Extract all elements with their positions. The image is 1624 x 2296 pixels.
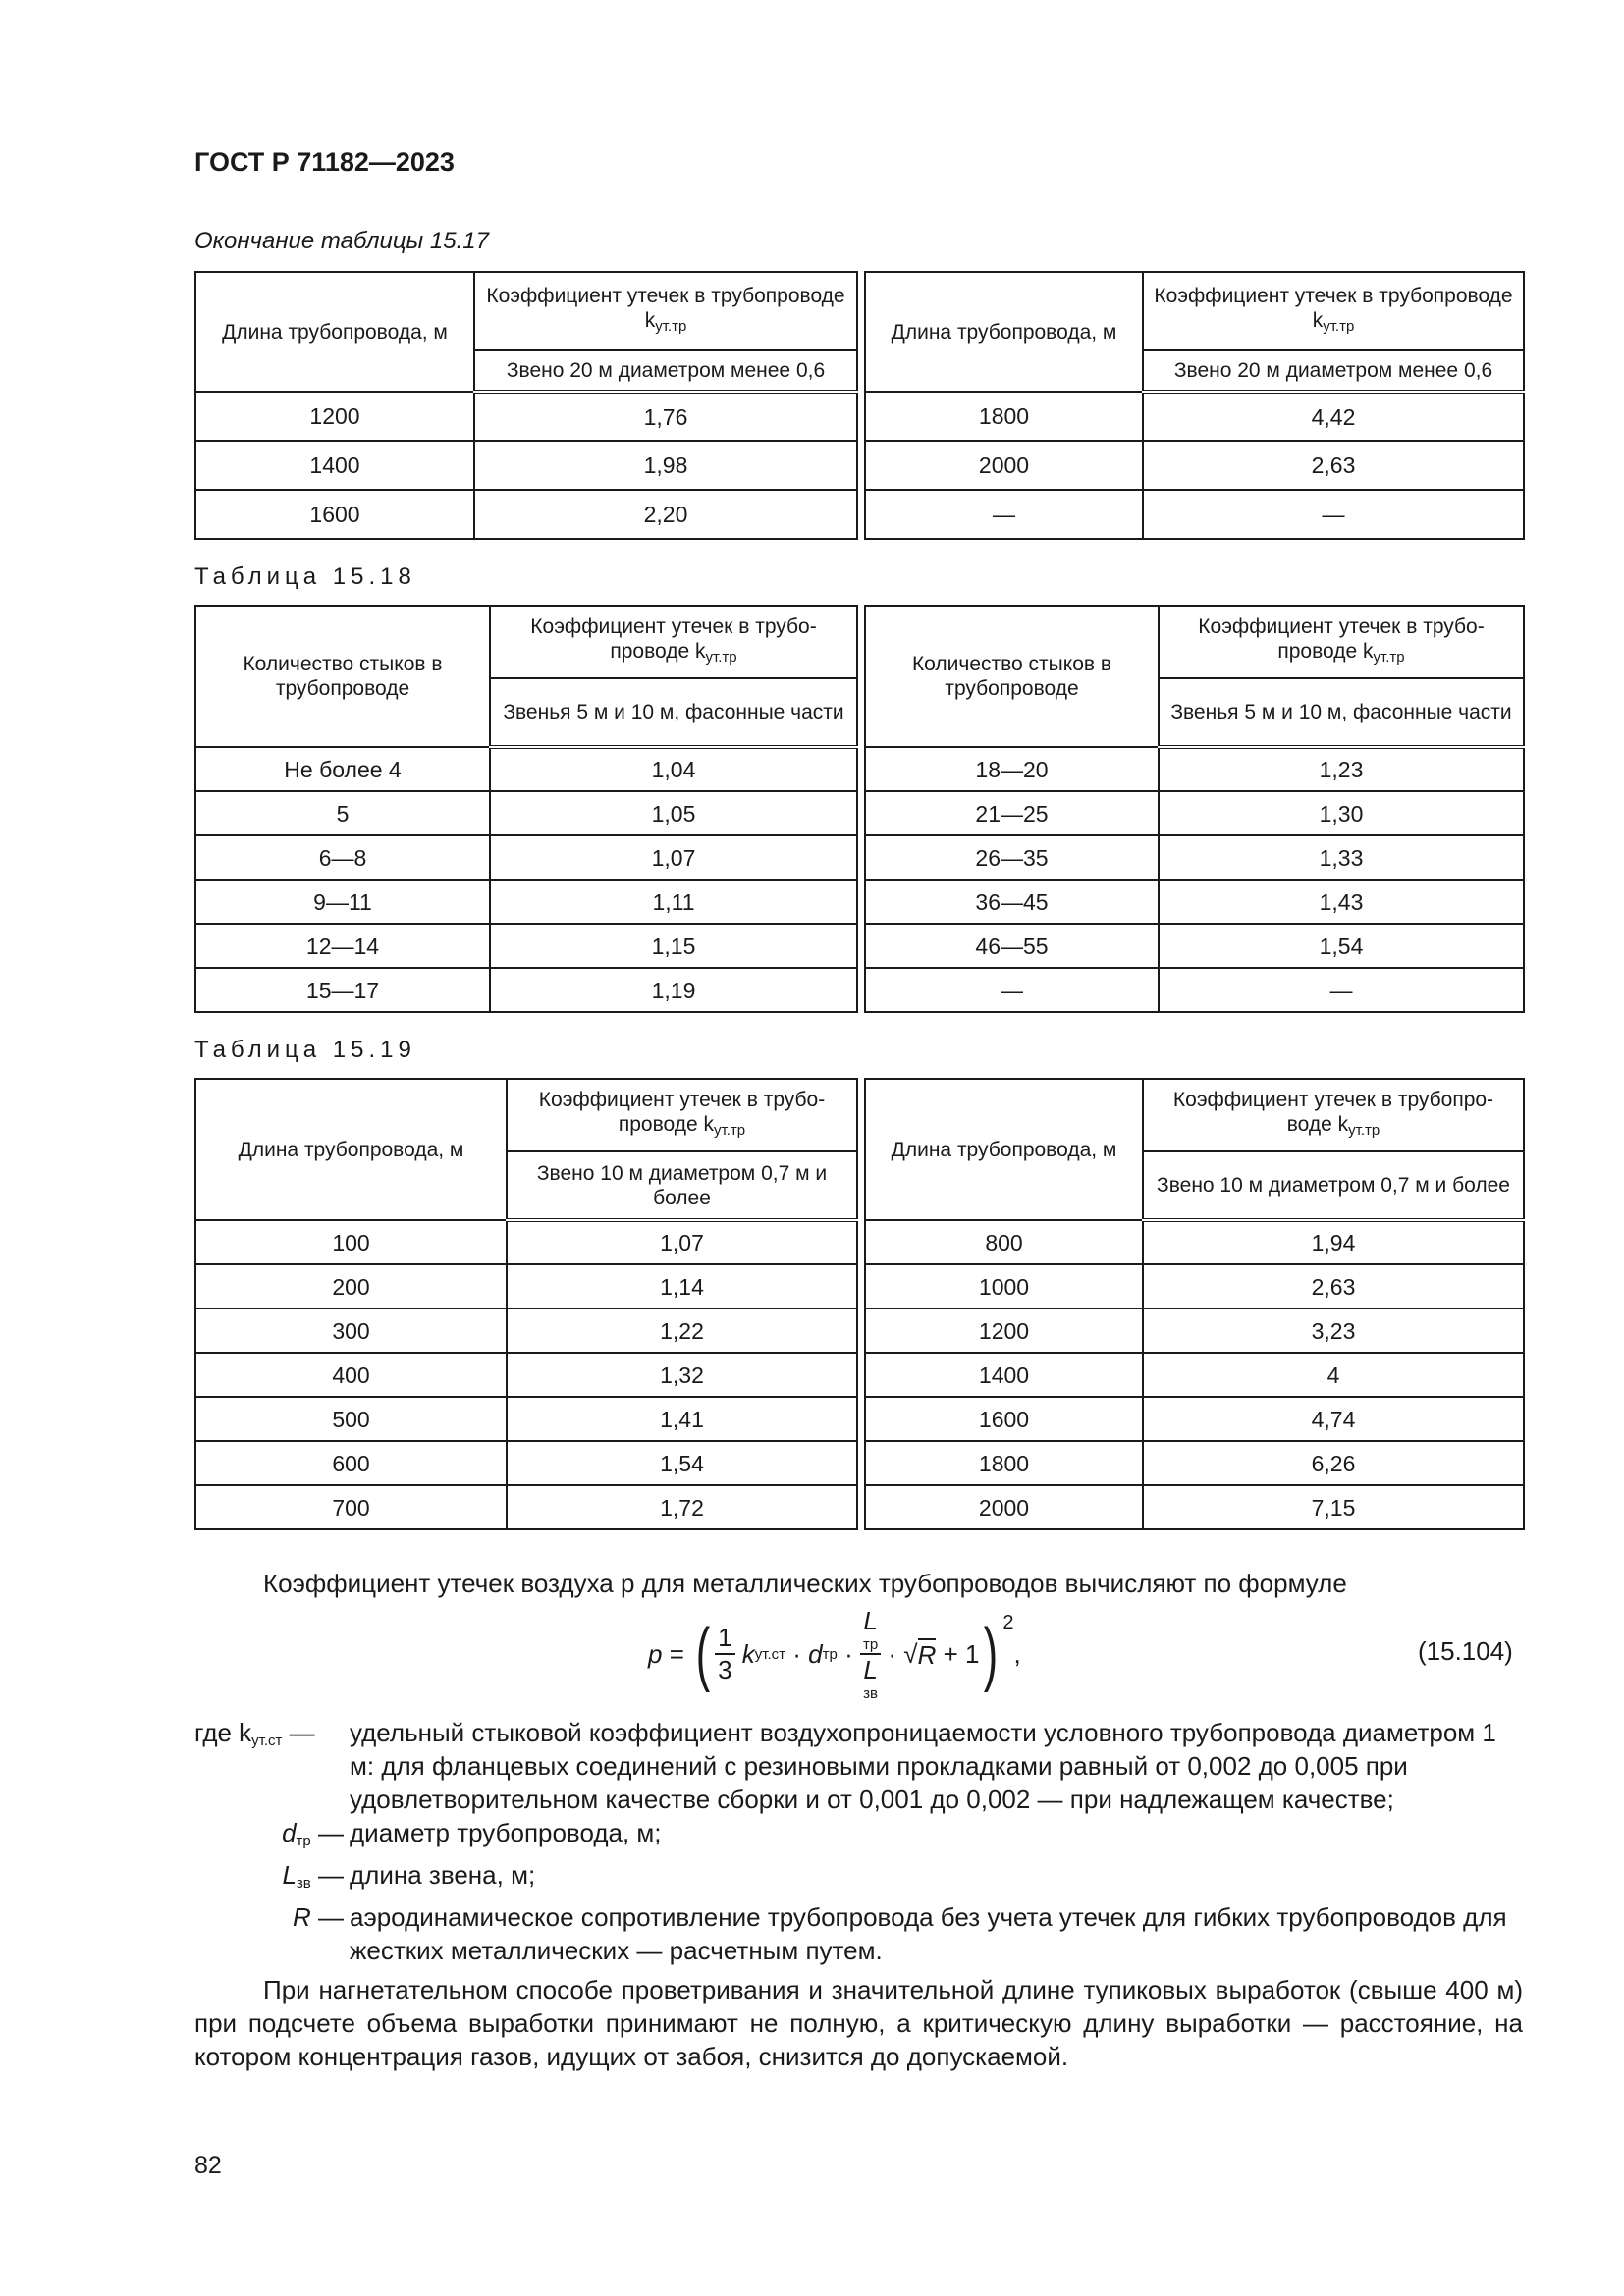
table-row: 1400 1,98 2000 2,63 — [195, 441, 1524, 490]
table-row: 9—11 1,11 36—45 1,43 — [195, 880, 1524, 924]
column-header-joints: Количество стыков в трубопроводе — [195, 606, 490, 747]
table-row: 100 1,07 800 1,94 — [195, 1220, 1524, 1264]
column-header-joints: Количество стыков в трубопроводе — [865, 606, 1159, 747]
table-15-17 — [194, 271, 1525, 540]
where-definitions — [194, 1716, 1523, 1967]
column-header-coefficient: Коэффициент утечек в трубопроводе $k_{ут.тр}$ — [474, 272, 857, 350]
formula-15-104: p = ( $\frac{1}{3}$ k ут.ст · d тр · L тр L зв · √ R + 1 ) 2 , — [648, 1606, 1021, 1702]
table-row: 1600 2,20 — — — [195, 490, 1524, 539]
definition-d: $d_{тр}$ — диаметр трубопровода, м; — [282, 1818, 662, 1849]
formula-number: (15.104) — [1418, 1636, 1513, 1666]
column-header-length: Длина трубопровода, м — [865, 272, 1143, 392]
table-row: 300 1,22 1200 3,23 — [195, 1308, 1524, 1353]
table-row: 6—8 1,07 26—35 1,33 — [195, 835, 1524, 880]
table-15-18-caption: Таблица 15.18 — [194, 563, 416, 590]
column-header-coefficient: Коэффициент утечек в трубопро-воде $k_{ут.тр}$ — [1143, 1079, 1524, 1151]
table-row: 500 1,41 1600 4,74 — [195, 1397, 1524, 1441]
closing-paragraph: При нагнетательном способе проветривания и значительной длине тупиковых выработок (свыше 400 м) при подсчете объема выработки принимают не полную, а критическую длину выработки — расстояние, на котором концентрация газов, идущих от забоя, снизится до допускаемой. — [194, 1975, 1523, 2071]
table-row: 1200 1,76 1800 4,42 — [195, 392, 1524, 441]
table-15-19 — [194, 1078, 1525, 1530]
table-row: 700 1,72 2000 7,15 — [195, 1485, 1524, 1529]
column-header-length: Длина трубопровода, м — [195, 1079, 507, 1220]
column-header-coefficient: Коэффициент утечек в трубо-проводе $k_{ут.тр}$ — [490, 606, 857, 678]
definition-l: $L_{зв}$ — длина звена, м; — [282, 1860, 536, 1892]
column-subheader: Звенья 5 м и 10 м, фасонные части — [490, 678, 857, 747]
column-header-coefficient: Коэффициент утечек в трубо-проводе $k_{ут.тр}$ — [507, 1079, 857, 1151]
column-subheader: Звено 10 м диаметром 0,7 м и более — [507, 1151, 857, 1220]
column-header-coefficient: Коэффициент утечек в трубопроводе $k_{ут.тр}$ — [1143, 272, 1524, 350]
column-subheader: Звено 20 м диаметром менее 0,6 — [1143, 350, 1524, 392]
table-row: 400 1,32 1400 4 — [195, 1353, 1524, 1397]
page-number: 82 — [194, 2152, 222, 2179]
column-subheader: Звено 20 м диаметром менее 0,6 — [474, 350, 857, 392]
document-code: ГОСТ Р 71182—2023 — [194, 147, 455, 177]
formula-intro: Коэффициент утечек воздуха p для металлических трубопроводов вычисляют по формуле — [263, 1569, 1347, 1598]
table-row: 600 1,54 1800 6,26 — [195, 1441, 1524, 1485]
table-15-19-caption: Таблица 15.19 — [194, 1037, 416, 1063]
column-header-coefficient: Коэффициент утечек в трубо-проводе $k_{ут.тр}$ — [1159, 606, 1524, 678]
table-row: 15—17 1,19 — — — [195, 968, 1524, 1012]
column-subheader: Звено 10 м диаметром 0,7 м и более — [1143, 1151, 1524, 1220]
table-row: 12—14 1,15 46—55 1,54 — [195, 924, 1524, 968]
column-header-length: Длина трубопровода, м — [195, 272, 474, 392]
table-row: 5 1,05 21—25 1,30 — [195, 791, 1524, 835]
table-15-17-caption: Окончание таблицы 15.17 — [194, 228, 489, 254]
column-subheader: Звенья 5 м и 10 м, фасонные части — [1159, 678, 1524, 747]
table-row: 200 1,14 1000 2,63 — [195, 1264, 1524, 1308]
definition-r: R — аэродинамическое сопротивление трубопровода без учета утечек для гибких трубопроводов для жестких металлических — расчетным путем. — [292, 1902, 1507, 1965]
definition-k: где $k_{ут.ст}$ — удельный стыковой коэффициент воздухопроницаемости условного трубопровода диаметром 1 м: для фланцевых соединений с резиновыми прокладками равный от 0,002 до 0,005 при удовлетворительном качестве сборки и от 0,001 до 0,002 — при надлежащем качестве; — [194, 1718, 1496, 1814]
table-row: Не более 4 1,04 18—20 1,23 — [195, 747, 1524, 791]
table-15-18 — [194, 605, 1525, 1013]
column-header-length: Длина трубопровода, м — [865, 1079, 1143, 1220]
